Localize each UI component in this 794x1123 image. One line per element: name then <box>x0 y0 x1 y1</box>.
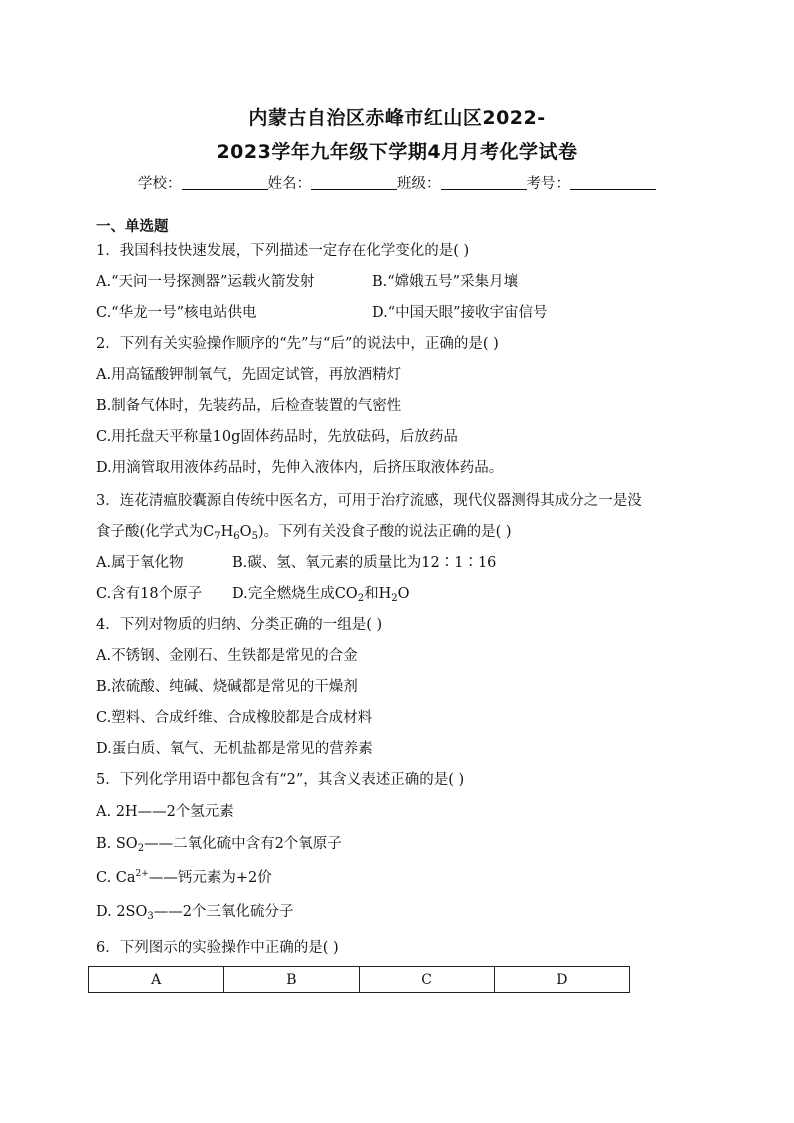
q3-option-c: C.含有18个原子 <box>96 586 203 602</box>
q6-column-c: C <box>359 967 494 993</box>
q4-stem: 4．下列对物质的归纳、分类正确的一组是( ) <box>96 617 383 633</box>
name-label: 姓名： <box>267 176 311 192</box>
q5-option-c: C. $Ca^{2+}——$钙元素为+2价 <box>96 869 272 886</box>
q1-stem: 1．我国科技快速发展，下列描述一定存在化学变化的是( ) <box>96 243 470 259</box>
q5-option-d: D. $2SO_3——2$个三氧化硫分子 <box>96 904 294 922</box>
q5-option-a: A. 2H——2个氢元素 <box>96 804 234 820</box>
q4-option-b: B.浓硫酸、纯碱、烧碱都是常见的干燥剂 <box>96 679 358 695</box>
q1-option-b: B.“嫦娥五号”采集月壤 <box>372 274 519 290</box>
q2-option-b: B.制备气体时，先装药品，后检查装置的气密性 <box>96 398 402 414</box>
class-label: 班级： <box>397 176 441 192</box>
q3-stem-line1: 3．连花清瘟胶囊源自传统中医名方，可用于治疗流感，现代仪器测得其成分之一是没 <box>96 493 642 509</box>
q2-option-a: A.用高锰酸钾制氧气，先固定试管，再放酒精灯 <box>96 367 402 383</box>
q4-option-a: A.不锈钢、金刚石、生铁都是常见的合金 <box>96 648 358 664</box>
q5-stem: 5．下列化学用语中都包含有“2”，其含义表述正确的是( ) <box>96 772 465 788</box>
exam-number-label: 考号： <box>526 176 570 192</box>
school-label: 学校： <box>138 176 182 192</box>
q3-stem-line2: 食子酸(化学式为$C_7H_6O_5$)。下列有关没食子酸的说法正确的是( ) <box>96 524 512 542</box>
q2-option-d: D.用滴管取用液体药品时，先伸入液体内，后挤压取液体药品。 <box>96 460 504 476</box>
table-row <box>89 967 630 993</box>
q6-column-a: A <box>89 967 224 993</box>
exam-title-line1: 内蒙古自治区赤峰市红山区2022- <box>248 107 546 129</box>
q6-stem: 6．下列图示的实验操作中正确的是( ) <box>96 940 339 956</box>
section-heading: 一、单选题 <box>96 219 169 235</box>
q1-option-d: D.“中国天眼”接收宇宙信号 <box>372 305 548 321</box>
student-info-line <box>0 172 794 193</box>
exam-title-line2: 2023学年九年级下学期4月月考化学试卷 <box>216 141 578 163</box>
q1-option-a: A.“天问一号探测器”运载火箭发射 <box>96 274 315 290</box>
exam-number-blank[interactable] <box>570 175 656 190</box>
school-blank[interactable] <box>182 175 268 190</box>
class-blank[interactable] <box>441 175 527 190</box>
q6-column-b: B <box>224 967 359 993</box>
q1-option-c: C.“华龙一号”核电站供电 <box>96 305 257 321</box>
q6-column-d: D <box>494 967 629 993</box>
q3-option-d: D.完全燃烧生成$CO_2$和$H_2O$ <box>232 586 410 604</box>
q3-option-b: B.碳、氢、氧元素的质量比为12∶1∶16 <box>232 555 497 571</box>
q3-option-a: A.属于氧化物 <box>96 555 184 571</box>
q2-option-c: C.用托盘天平称量10g固体药品时，先放砝码，后放药品 <box>96 429 458 445</box>
name-blank[interactable] <box>311 175 397 190</box>
q4-option-d: D.蛋白质、氧气、无机盐都是常见的营养素 <box>96 741 373 757</box>
q5-option-b: B. $SO_2——$二氧化硫中含有2个氧原子 <box>96 836 342 854</box>
q4-option-c: C.塑料、合成纤维、合成橡胶都是合成材料 <box>96 710 373 726</box>
q6-options-table <box>88 966 630 993</box>
q2-stem: 2．下列有关实验操作顺序的“先”与“后”的说法中，正确的是( ) <box>96 336 499 352</box>
